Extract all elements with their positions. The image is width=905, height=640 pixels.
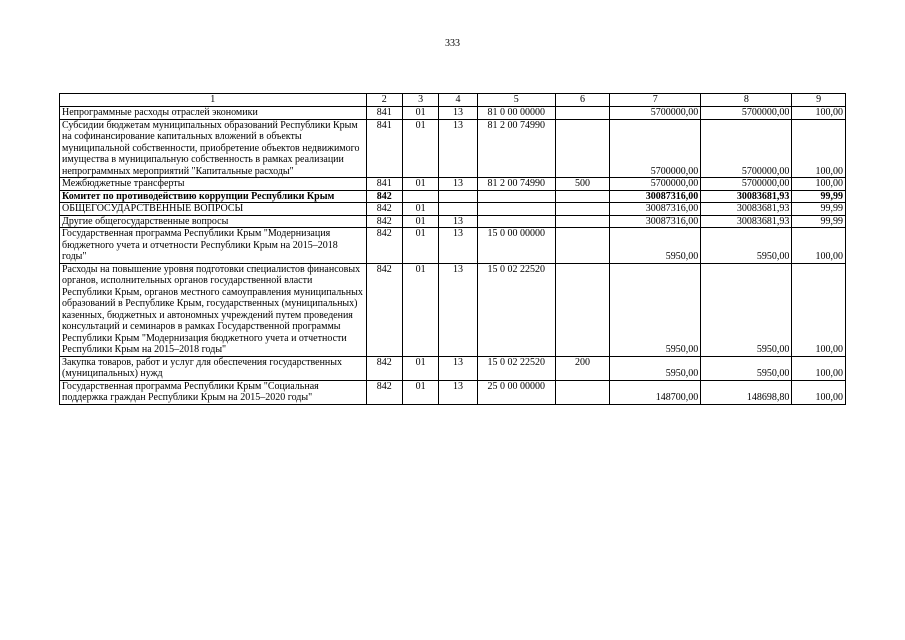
row-section-code-cell: 01	[402, 215, 438, 228]
row-name-cell: Комитет по противодействию коррупции Республики Крым	[60, 190, 367, 203]
row-ministry-code-cell: 842	[366, 356, 402, 380]
row-expense-type-cell: 200	[555, 356, 610, 380]
row-ministry-code-cell: 842	[366, 380, 402, 404]
header-cell: 4	[439, 94, 477, 107]
row-target-code-cell: 81 2 00 74990	[477, 119, 555, 178]
row-percent-cell: 99,99	[792, 203, 846, 216]
table-row	[60, 356, 846, 380]
row-subsection-code-cell: 13	[439, 356, 477, 380]
row-planned-amount-cell: 5950,00	[610, 228, 701, 264]
row-name-cell: Государственная программа Республики Крым "Модернизация бюджетного учета и отчетности Республики Крым на 2015–2018 годы"	[60, 228, 367, 264]
row-expense-type-cell	[555, 190, 610, 203]
row-section-code-cell: 01	[402, 228, 438, 264]
table-row	[60, 203, 846, 216]
row-name-cell: Другие общегосударственные вопросы	[60, 215, 367, 228]
row-subsection-code-cell: 13	[439, 107, 477, 120]
row-target-code-cell: 81 0 00 00000	[477, 107, 555, 120]
row-actual-amount-cell: 5950,00	[701, 263, 792, 356]
budget-table	[59, 93, 846, 405]
row-percent-cell: 100,00	[792, 380, 846, 404]
row-planned-amount-cell: 5700000,00	[610, 119, 701, 178]
table-row	[60, 119, 846, 178]
row-ministry-code-cell: 842	[366, 215, 402, 228]
row-percent-cell: 99,99	[792, 190, 846, 203]
header-cell: 5	[477, 94, 555, 107]
row-ministry-code-cell: 842	[366, 190, 402, 203]
row-planned-amount-cell: 30087316,00	[610, 190, 701, 203]
row-subsection-code-cell: 13	[439, 178, 477, 191]
row-expense-type-cell	[555, 107, 610, 120]
row-percent-cell: 100,00	[792, 263, 846, 356]
table-row	[60, 107, 846, 120]
row-actual-amount-cell: 30083681,93	[701, 215, 792, 228]
table-body	[60, 94, 846, 405]
row-actual-amount-cell: 30083681,93	[701, 190, 792, 203]
row-planned-amount-cell: 5700000,00	[610, 178, 701, 191]
row-planned-amount-cell: 30087316,00	[610, 203, 701, 216]
row-section-code-cell: 01	[402, 356, 438, 380]
row-subsection-code-cell	[439, 190, 477, 203]
row-actual-amount-cell: 5700000,00	[701, 119, 792, 178]
row-target-code-cell: 81 2 00 74990	[477, 178, 555, 191]
row-planned-amount-cell: 5950,00	[610, 263, 701, 356]
header-cell: 2	[366, 94, 402, 107]
row-ministry-code-cell: 842	[366, 228, 402, 264]
row-subsection-code-cell: 13	[439, 119, 477, 178]
page-number: 333	[445, 38, 460, 49]
row-actual-amount-cell: 5700000,00	[701, 178, 792, 191]
row-section-code-cell: 01	[402, 263, 438, 356]
table-row	[60, 263, 846, 356]
row-target-code-cell: 25 0 00 00000	[477, 380, 555, 404]
header-cell: 9	[792, 94, 846, 107]
row-target-code-cell: 15 0 00 00000	[477, 228, 555, 264]
row-expense-type-cell	[555, 203, 610, 216]
row-section-code-cell: 01	[402, 107, 438, 120]
row-percent-cell: 100,00	[792, 178, 846, 191]
row-section-code-cell: 01	[402, 203, 438, 216]
header-cell: 6	[555, 94, 610, 107]
row-subsection-code-cell	[439, 203, 477, 216]
row-percent-cell: 100,00	[792, 356, 846, 380]
row-ministry-code-cell: 841	[366, 178, 402, 191]
row-subsection-code-cell: 13	[439, 228, 477, 264]
header-cell: 7	[610, 94, 701, 107]
row-section-code-cell: 01	[402, 178, 438, 191]
table-row	[60, 178, 846, 191]
row-target-code-cell: 15 0 02 22520	[477, 356, 555, 380]
row-planned-amount-cell: 5700000,00	[610, 107, 701, 120]
header-cell: 1	[60, 94, 367, 107]
row-name-cell: Расходы на повышение уровня подготовки специалистов финансовых органов, исполнительных органов государственной власти Республики Крым, органов местного самоуправления муниципальных образований в Республике Крым, государственных (муниципальных) казенных, бюджетных и автономных учреждений путем проведения консультаций и семинаров в рамках Государственной программы Республики Крым "Модернизация бюджетного учета и отчетности Республики Крым на 2015–2018 годы"	[60, 263, 367, 356]
row-expense-type-cell	[555, 380, 610, 404]
row-name-cell: Межбюджетные трансферты	[60, 178, 367, 191]
row-expense-type-cell	[555, 228, 610, 264]
row-percent-cell: 100,00	[792, 119, 846, 178]
table-header-row	[60, 94, 846, 107]
row-target-code-cell: 15 0 02 22520	[477, 263, 555, 356]
row-planned-amount-cell: 148700,00	[610, 380, 701, 404]
row-subsection-code-cell: 13	[439, 215, 477, 228]
row-section-code-cell	[402, 190, 438, 203]
row-ministry-code-cell: 841	[366, 119, 402, 178]
row-section-code-cell: 01	[402, 380, 438, 404]
row-percent-cell: 100,00	[792, 107, 846, 120]
row-target-code-cell	[477, 190, 555, 203]
row-expense-type-cell	[555, 119, 610, 178]
row-target-code-cell	[477, 203, 555, 216]
table-row	[60, 215, 846, 228]
table-row	[60, 228, 846, 264]
row-actual-amount-cell: 5950,00	[701, 228, 792, 264]
row-subsection-code-cell: 13	[439, 263, 477, 356]
row-section-code-cell: 01	[402, 119, 438, 178]
row-expense-type-cell	[555, 263, 610, 356]
row-ministry-code-cell: 842	[366, 203, 402, 216]
row-planned-amount-cell: 5950,00	[610, 356, 701, 380]
row-name-cell: Субсидии бюджетам муниципальных образований Республики Крым на софинансирование капитальных вложений в объекты муниципальной собственности, приобретение объектов недвижимого имущества в муниципальную собственность в рамках реализации непрограммных мероприятий "Капитальные расходы"	[60, 119, 367, 178]
row-name-cell: Закупка товаров, работ и услуг для обеспечения государственных (муниципальных) нужд	[60, 356, 367, 380]
row-percent-cell: 100,00	[792, 228, 846, 264]
row-name-cell: Непрограммные расходы отраслей экономики	[60, 107, 367, 120]
table-row	[60, 190, 846, 203]
row-actual-amount-cell: 148698,80	[701, 380, 792, 404]
row-actual-amount-cell: 5950,00	[701, 356, 792, 380]
row-subsection-code-cell: 13	[439, 380, 477, 404]
row-name-cell: ОБЩЕГОСУДАРСТВЕННЫЕ ВОПРОСЫ	[60, 203, 367, 216]
row-expense-type-cell: 500	[555, 178, 610, 191]
row-name-cell: Государственная программа Республики Крым "Социальная поддержка граждан Республики Крым на 2015–2020 годы"	[60, 380, 367, 404]
row-actual-amount-cell: 5700000,00	[701, 107, 792, 120]
row-ministry-code-cell: 842	[366, 263, 402, 356]
header-cell: 3	[402, 94, 438, 107]
row-planned-amount-cell: 30087316,00	[610, 215, 701, 228]
row-expense-type-cell	[555, 215, 610, 228]
header-cell: 8	[701, 94, 792, 107]
row-actual-amount-cell: 30083681,93	[701, 203, 792, 216]
row-target-code-cell	[477, 215, 555, 228]
table-row	[60, 380, 846, 404]
row-ministry-code-cell: 841	[366, 107, 402, 120]
row-percent-cell: 99,99	[792, 215, 846, 228]
